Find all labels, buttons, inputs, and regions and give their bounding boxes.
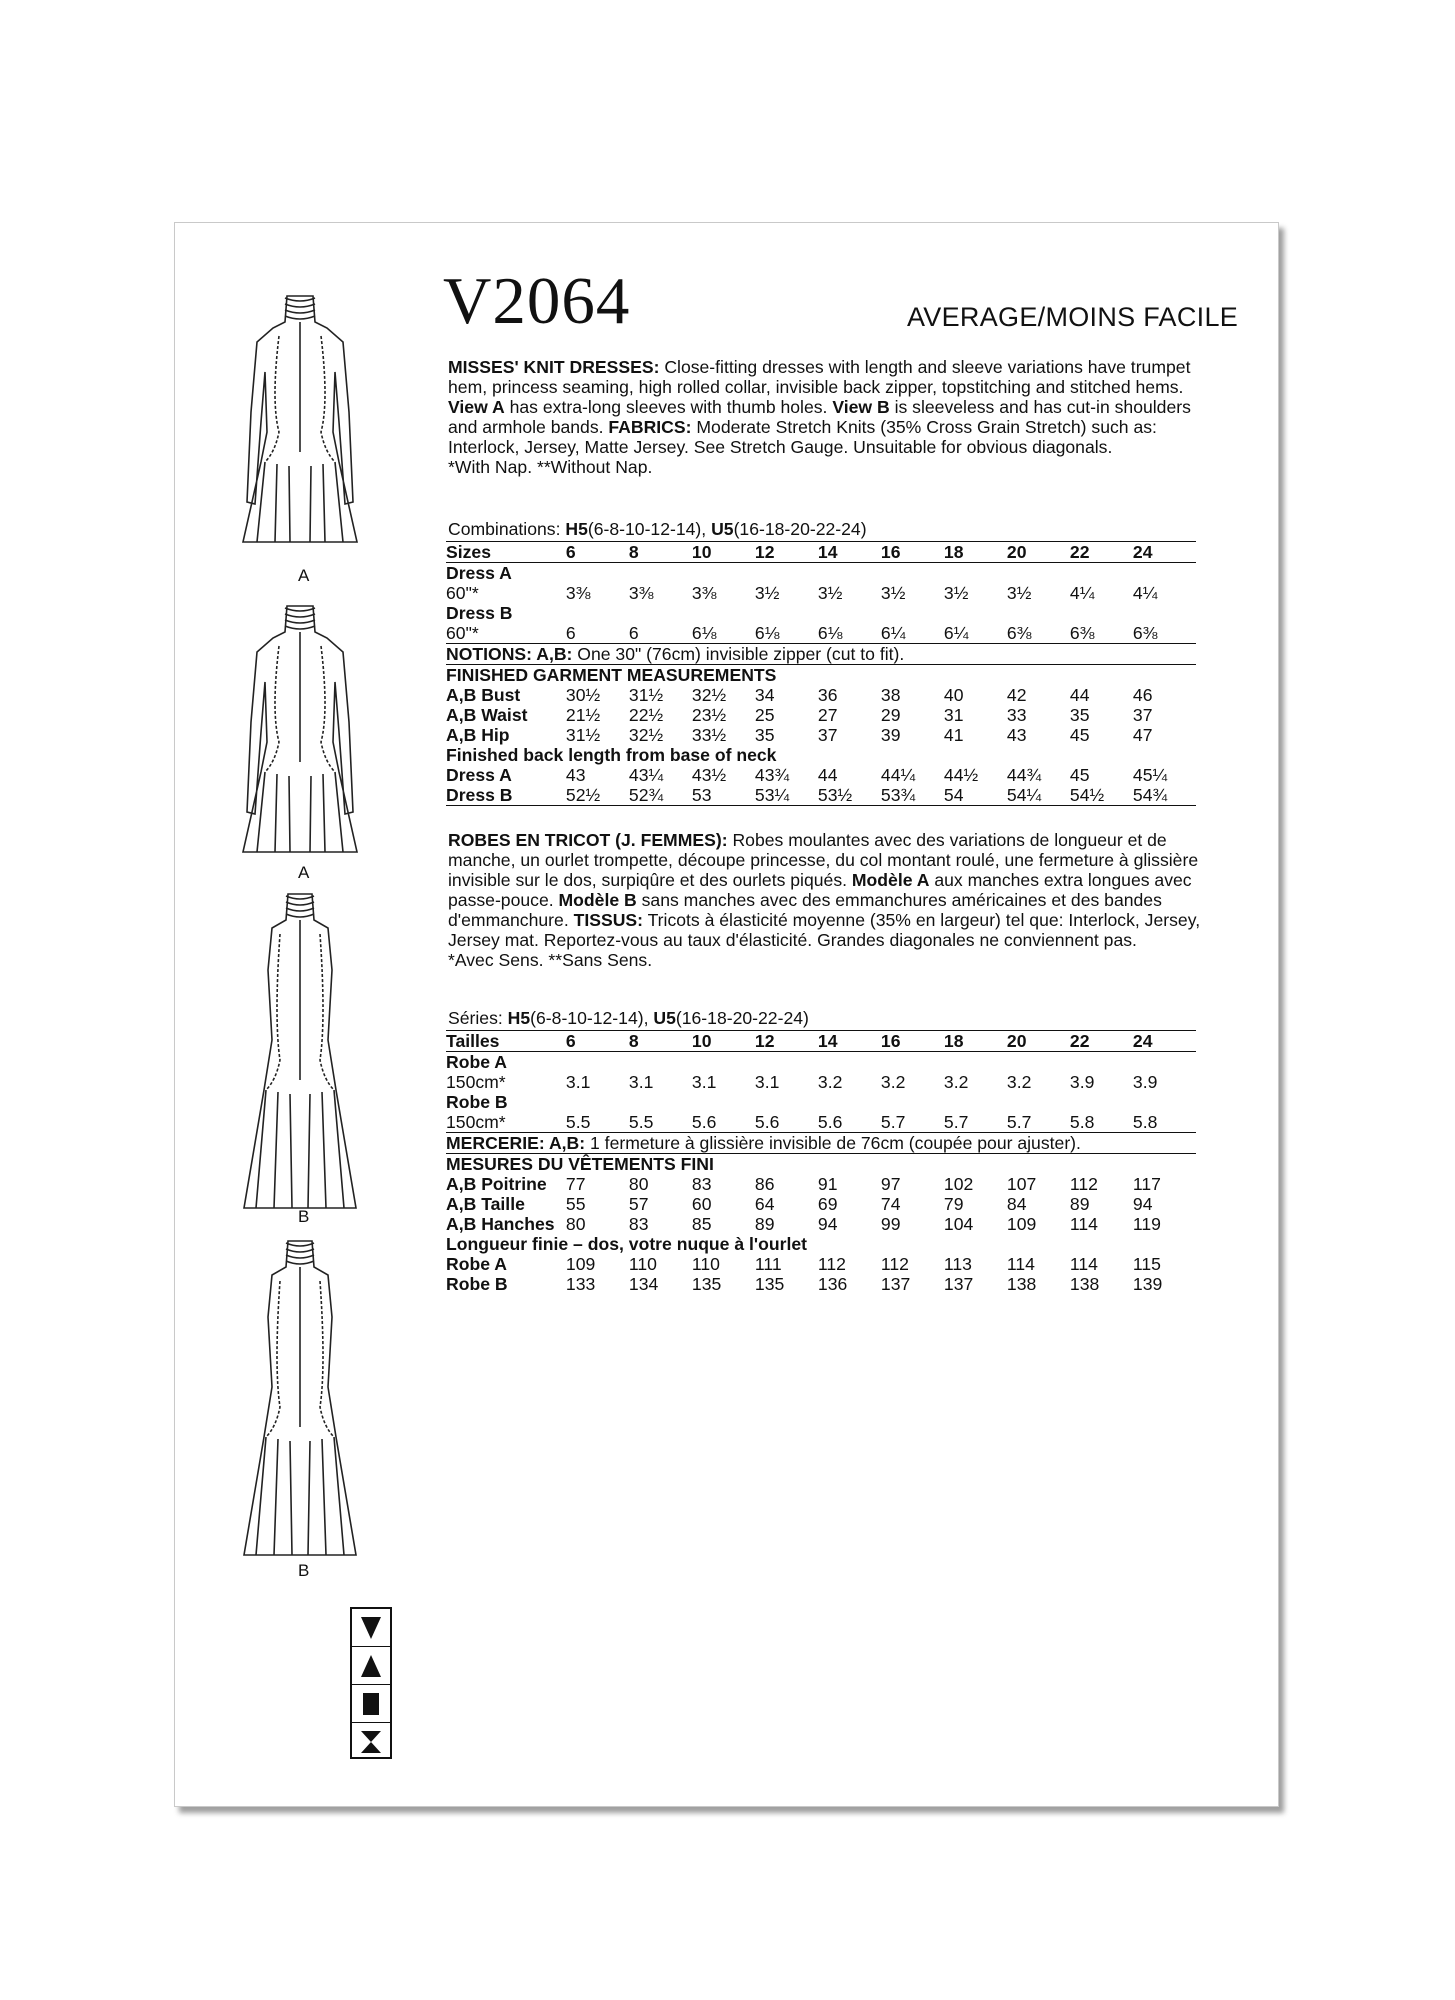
size-cell: 16 xyxy=(881,542,944,563)
size-cell: 24 xyxy=(1133,542,1196,563)
measurement-cell: 37 xyxy=(817,725,838,745)
length-cell: 54½ xyxy=(1070,785,1133,806)
yardage-cell: 6¼ xyxy=(943,623,969,643)
measurement-cell: 30½ xyxy=(565,685,601,705)
measurement-cell: 69 xyxy=(817,1194,838,1214)
yardage-cell: 6 xyxy=(628,623,639,643)
combinations-label: Combinations: xyxy=(448,519,566,539)
length-cell: 43¾ xyxy=(754,765,790,785)
measurement-cell: 80 xyxy=(565,1214,586,1234)
measurement-cell: 57 xyxy=(628,1194,649,1214)
measurement-cell: 31 xyxy=(943,705,964,725)
measurement-cell: 94 xyxy=(1132,1194,1153,1214)
yardage-cell: 5.6 xyxy=(754,1112,780,1132)
measurement-cell: 23½ xyxy=(691,705,727,725)
triangle-down-icon xyxy=(352,1609,390,1647)
measurement-cell: 33 xyxy=(1006,705,1027,725)
measurement-cell: 22½ xyxy=(628,705,664,725)
nap-note: *Avec Sens. **Sans Sens. xyxy=(448,950,653,970)
view-name: Robe A xyxy=(446,1052,507,1072)
series-line xyxy=(448,1008,809,1029)
measurement-label: A,B Bust xyxy=(446,685,521,705)
yardage-cell: 3.9 xyxy=(1132,1072,1158,1092)
size-cell: 6 xyxy=(566,1031,629,1052)
yardage-view-row xyxy=(446,563,1196,584)
measurement-cell: 40 xyxy=(943,685,964,705)
measurement-cell: 102 xyxy=(943,1174,974,1194)
length-cell: 135 xyxy=(691,1274,722,1294)
length-title: Finished back length from base of neck xyxy=(446,745,777,765)
yardage-cell: 6 xyxy=(565,623,576,643)
size-chart-french xyxy=(446,1030,1196,1294)
yardage-cell: 3.2 xyxy=(817,1072,843,1092)
measurement-label: A,B Poitrine xyxy=(446,1174,547,1194)
yardage-cell: 3½ xyxy=(880,583,906,603)
size-chart-english xyxy=(446,541,1196,806)
combinations-label: Séries: xyxy=(448,1008,508,1028)
measurement-label: A,B Hip xyxy=(446,725,510,745)
nap-note: *With Nap. **Without Nap. xyxy=(448,457,653,477)
sleeveless-dress-icon xyxy=(240,890,360,1215)
yardage-cell: 5.6 xyxy=(691,1112,717,1132)
notions-row xyxy=(446,644,1196,665)
size-range-code: H5 xyxy=(507,1008,531,1028)
length-cell: 138 xyxy=(1006,1274,1037,1294)
fabric-width: 60"* xyxy=(446,623,479,643)
length-cell: 138 xyxy=(1069,1274,1100,1294)
size-cell: 10 xyxy=(692,1031,755,1052)
size-cell: 20 xyxy=(1007,542,1070,563)
measurement-cell: 25 xyxy=(754,705,775,725)
length-cell: 44 xyxy=(817,765,838,785)
measurement-cell: 35 xyxy=(1069,705,1090,725)
length-cell: 54¾ xyxy=(1133,785,1196,806)
yardage-cell: 5.6 xyxy=(817,1112,843,1132)
measurement-cell: 41 xyxy=(943,725,964,745)
yardage-cell: 3.1 xyxy=(691,1072,717,1092)
pattern-number: V2064 xyxy=(443,264,631,338)
view-name: Robe B xyxy=(446,1092,508,1112)
measurement-cell: 35 xyxy=(754,725,775,745)
length-cell: 114 xyxy=(1006,1254,1035,1274)
measurement-row xyxy=(446,685,1196,705)
measurement-cell: 74 xyxy=(880,1194,901,1214)
length-cell: 53¾ xyxy=(881,785,944,806)
length-cell: 112 xyxy=(880,1254,909,1274)
measurement-cell: 89 xyxy=(754,1214,775,1234)
measurement-cell: 37 xyxy=(1132,705,1153,725)
length-cell: 52¾ xyxy=(629,785,692,806)
notions-text xyxy=(446,644,1196,665)
length-cell: 44¾ xyxy=(1006,765,1042,785)
length-title-row xyxy=(446,745,1196,765)
yardage-cell: 5.5 xyxy=(628,1112,654,1132)
hourglass-icon xyxy=(352,1723,390,1760)
description-heading: ROBES EN TRICOT (J. FEMMES): xyxy=(448,830,728,850)
fabric-width: 60"* xyxy=(446,583,479,603)
description-paragraph xyxy=(448,830,1218,950)
notions-text xyxy=(446,1133,1196,1154)
yardage-cell: 6⅛ xyxy=(754,623,780,643)
size-cell: 10 xyxy=(692,542,755,563)
yardage-cell: 5.7 xyxy=(1006,1112,1032,1132)
notions-row xyxy=(446,1133,1196,1154)
size-cell: 12 xyxy=(755,542,818,563)
yardage-cell: 5.5 xyxy=(565,1112,591,1132)
sleeved-dress-icon xyxy=(235,292,365,552)
yardage-cell: 3.2 xyxy=(1006,1072,1032,1092)
yardage-view-row xyxy=(446,1052,1196,1073)
size-cell: 18 xyxy=(944,542,1007,563)
notions-label: MERCERIE: A,B: xyxy=(446,1133,586,1153)
yardage-view-row xyxy=(446,603,1196,623)
measurement-cell: 85 xyxy=(691,1214,712,1234)
measurement-cell: 91 xyxy=(817,1174,838,1194)
sizes-header-row xyxy=(446,1031,1196,1052)
combinations-line xyxy=(448,519,867,540)
measurement-cell: 34 xyxy=(754,685,775,705)
sleeved-dress-icon xyxy=(235,602,365,862)
yardage-cell: 5.7 xyxy=(943,1112,969,1132)
sleeveless-dress-icon xyxy=(240,1237,360,1562)
view-name: Dress A xyxy=(446,563,512,583)
length-cell: 134 xyxy=(628,1274,659,1294)
view-label: A xyxy=(298,566,310,585)
measurement-cell: 83 xyxy=(628,1214,649,1234)
view-a-label: Modèle A xyxy=(851,870,930,890)
measurement-row xyxy=(446,1174,1196,1194)
finished-measurements-title: FINISHED GARMENT MEASUREMENTS xyxy=(446,665,1196,686)
yardage-cell: 6⅜ xyxy=(1132,623,1158,643)
length-cell: 43½ xyxy=(691,765,727,785)
measurement-row xyxy=(446,1194,1196,1214)
view-label: A xyxy=(298,863,310,882)
length-cell: 111 xyxy=(754,1254,782,1274)
measurement-cell: 64 xyxy=(754,1194,775,1214)
measurement-label: A,B Hanches xyxy=(446,1214,555,1234)
yardage-cell: 5.7 xyxy=(880,1112,906,1132)
notions-detail: 1 fermeture à glissière invisible de 76cm (coupée pour ajuster). xyxy=(585,1133,1081,1153)
length-label: Dress B xyxy=(446,785,566,806)
pattern-symbols xyxy=(350,1607,392,1759)
size-cell: 12 xyxy=(755,1031,818,1052)
description-french xyxy=(448,830,1218,970)
yardage-cell: 3.1 xyxy=(565,1072,591,1092)
measurement-cell: 104 xyxy=(943,1214,974,1234)
yardage-cell: 6⅜ xyxy=(1069,623,1095,643)
description-heading: MISSES' KNIT DRESSES: xyxy=(448,357,660,377)
description-text: Close-fitting dresses with length and sleeve variations have trumpet hem, princess seaming, high rolled collar, invisible back zipper, topstitching and stitched hems. xyxy=(448,357,1191,397)
measurement-cell: 46 xyxy=(1132,685,1153,705)
finished-measurements-title-row xyxy=(446,665,1196,686)
yardage-cell: 4¼ xyxy=(1132,583,1158,603)
measurement-cell: 27 xyxy=(817,705,838,725)
measurement-cell: 117 xyxy=(1132,1174,1161,1194)
yardage-cell: 3⅜ xyxy=(628,583,654,603)
measurement-cell: 33½ xyxy=(691,725,727,745)
size-range: (16-18-20-22-24) xyxy=(675,1008,809,1028)
length-cell: 110 xyxy=(628,1254,657,1274)
measurement-cell: 112 xyxy=(1069,1174,1098,1194)
measurement-cell: 119 xyxy=(1132,1214,1161,1234)
length-label: Robe B xyxy=(446,1274,508,1294)
measurement-cell: 39 xyxy=(880,725,901,745)
length-row xyxy=(446,765,1196,785)
view-b-label: Modèle B xyxy=(558,890,637,910)
description-text: has extra-long sleeves with thumb holes. xyxy=(504,397,833,417)
length-label: Dress A xyxy=(446,765,512,785)
measurement-cell: 84 xyxy=(1006,1194,1027,1214)
description-text: aux manches extra longues avec passe-pouce. xyxy=(448,870,1192,910)
size-cell: 24 xyxy=(1133,1031,1196,1052)
yardage-cell: 3½ xyxy=(943,583,969,603)
yardage-cell: 6⅛ xyxy=(817,623,843,643)
description-english xyxy=(448,357,1218,477)
measurement-label: A,B Taille xyxy=(446,1194,525,1214)
description-text: Robes moulantes avec des variations de longueur et de manche, un ourlet trompette, découpe princesse, du col montant roulé, une fermeture à glissière invisible sur le dos, surpiqûre et des ourlets piqués. xyxy=(448,830,1199,890)
measurement-cell: 99 xyxy=(880,1214,901,1234)
measurement-row xyxy=(446,1214,1196,1234)
description-text: is sleeveless and has cut-in shoulders and armhole bands. xyxy=(448,397,1191,437)
size-cell: 8 xyxy=(629,542,692,563)
measurement-cell: 86 xyxy=(754,1174,775,1194)
length-cell: 45 xyxy=(1069,765,1090,785)
triangle-up-icon xyxy=(352,1647,390,1685)
size-range-code: H5 xyxy=(565,519,588,539)
measurement-cell: 114 xyxy=(1069,1214,1098,1234)
fabrics-label: TISSUS: xyxy=(573,910,644,930)
yardage-row xyxy=(446,583,1196,603)
measurement-row xyxy=(446,705,1196,725)
size-cell: 22 xyxy=(1070,1031,1133,1052)
length-row xyxy=(446,1254,1196,1274)
notions-label: NOTIONS: A,B: xyxy=(446,644,573,664)
measurement-cell: 94 xyxy=(817,1214,838,1234)
measurement-cell: 38 xyxy=(880,685,901,705)
size-range: (16-18-20-22-24) xyxy=(733,519,867,539)
yardage-view-row xyxy=(446,1092,1196,1112)
view-b-label: View B xyxy=(832,397,890,417)
measurement-cell: 31½ xyxy=(565,725,601,745)
length-cell: 53½ xyxy=(818,785,881,806)
length-cell: 54¼ xyxy=(1007,785,1070,806)
length-cell: 53¼ xyxy=(755,785,818,806)
fabrics-text: Tricots à élasticité moyenne (35% en largeur) tel que: Interlock, Jersey, Jersey mat. Reportez-vous au taux d'élasticité. Grandes diagonales ne conviennent pas. xyxy=(448,910,1201,950)
fabric-width: 150cm* xyxy=(446,1112,506,1132)
length-cell: 137 xyxy=(943,1274,974,1294)
yardage-cell: 3½ xyxy=(1006,583,1032,603)
length-cell: 110 xyxy=(691,1254,720,1274)
size-cell: 14 xyxy=(818,1031,881,1052)
measurement-cell: 32½ xyxy=(628,725,664,745)
yardage-cell: 3½ xyxy=(817,583,843,603)
size-cell: 14 xyxy=(818,542,881,563)
difficulty-level: AVERAGE/MOINS FACILE xyxy=(907,302,1239,332)
yardage-cell: 3⅜ xyxy=(565,583,591,603)
length-cell: 135 xyxy=(754,1274,785,1294)
measurement-cell: 32½ xyxy=(691,685,727,705)
length-cell: 44¼ xyxy=(880,765,916,785)
length-cell: 43¼ xyxy=(628,765,664,785)
fabrics-text: Moderate Stretch Knits (35% Cross Grain Stretch) such as: Interlock, Jersey, Matte Jersey. See Stretch Gauge. Unsuitable for obvious diagonals. xyxy=(448,417,1157,457)
size-cell: 22 xyxy=(1070,542,1133,563)
sizes-label: Sizes xyxy=(446,542,566,563)
length-cell: 43 xyxy=(565,765,586,785)
measurement-cell: 60 xyxy=(691,1194,712,1214)
length-cell: 53 xyxy=(692,785,755,806)
size-cell: 16 xyxy=(881,1031,944,1052)
measurement-cell: 45 xyxy=(1069,725,1090,745)
yardage-cell: 3.1 xyxy=(628,1072,654,1092)
notions-detail: One 30" (76cm) invisible zipper (cut to fit). xyxy=(572,644,905,664)
length-cell: 109 xyxy=(565,1254,596,1274)
finished-measurements-title-row xyxy=(446,1154,1196,1175)
length-cell: 112 xyxy=(817,1254,846,1274)
sizes-label: Tailles xyxy=(446,1031,566,1052)
measurement-label: A,B Waist xyxy=(446,705,528,725)
length-cell: 114 xyxy=(1069,1254,1098,1274)
sizes-header-row xyxy=(446,542,1196,563)
length-cell: 44½ xyxy=(943,765,979,785)
length-cell: 136 xyxy=(817,1274,848,1294)
yardage-cell: 5.8 xyxy=(1069,1112,1095,1132)
finished-measurements-title: MESURES DU VÊTEMENTS FINI xyxy=(446,1154,1196,1175)
measurement-cell: 42 xyxy=(1006,685,1027,705)
size-range: (6-8-10-12-14), xyxy=(530,1008,654,1028)
view-name: Dress B xyxy=(446,603,513,623)
measurement-cell: 47 xyxy=(1132,725,1153,745)
size-cell: 8 xyxy=(629,1031,692,1052)
fabric-width: 150cm* xyxy=(446,1072,506,1092)
square-icon xyxy=(352,1685,390,1723)
length-cell: 54 xyxy=(944,785,1007,806)
yardage-cell: 5.8 xyxy=(1132,1112,1158,1132)
length-cell: 45¼ xyxy=(1132,765,1168,785)
measurement-cell: 79 xyxy=(943,1194,964,1214)
length-cell: 52½ xyxy=(566,785,629,806)
measurement-cell: 43 xyxy=(1006,725,1027,745)
size-cell: 18 xyxy=(944,1031,1007,1052)
measurement-cell: 29 xyxy=(880,705,901,725)
length-title: Longueur finie – dos, votre nuque à l'ourlet xyxy=(446,1234,807,1254)
yardage-cell: 3.2 xyxy=(943,1072,969,1092)
yardage-row xyxy=(446,623,1196,644)
yardage-row xyxy=(446,1072,1196,1092)
yardage-row xyxy=(446,1112,1196,1133)
yardage-cell: 3.9 xyxy=(1069,1072,1095,1092)
measurement-cell: 109 xyxy=(1006,1214,1037,1234)
view-a-label: View A xyxy=(448,397,505,417)
yardage-cell: 3.2 xyxy=(880,1072,906,1092)
view-label: B xyxy=(298,1207,310,1226)
length-cell: 115 xyxy=(1132,1254,1161,1274)
yardage-cell: 4¼ xyxy=(1069,583,1095,603)
measurement-row xyxy=(446,725,1196,745)
size-cell: 6 xyxy=(566,542,629,563)
length-row xyxy=(446,1274,1196,1294)
measurement-cell: 80 xyxy=(628,1174,649,1194)
description-paragraph xyxy=(448,357,1218,457)
view-label: B xyxy=(298,1561,310,1580)
length-title-row xyxy=(446,1234,1196,1254)
length-cell: 133 xyxy=(565,1274,596,1294)
yardage-cell: 3⅜ xyxy=(691,583,717,603)
measurement-cell: 44 xyxy=(1069,685,1090,705)
measurement-cell: 97 xyxy=(880,1174,901,1194)
measurement-cell: 83 xyxy=(691,1174,712,1194)
measurement-cell: 31½ xyxy=(628,685,664,705)
size-range: (6-8-10-12-14), xyxy=(587,519,712,539)
length-cell: 137 xyxy=(880,1274,911,1294)
yardage-cell: 3½ xyxy=(754,583,780,603)
yardage-cell: 6⅜ xyxy=(1006,623,1032,643)
description-text: sans manches avec des emmanchures américaines et des bandes d'emmanchure. xyxy=(448,890,1162,930)
measurement-cell: 77 xyxy=(565,1174,586,1194)
length-row xyxy=(446,785,1196,806)
fabrics-label: FABRICS: xyxy=(608,417,692,437)
measurement-cell: 21½ xyxy=(565,705,601,725)
size-cell: 20 xyxy=(1007,1031,1070,1052)
length-cell: 113 xyxy=(943,1254,972,1274)
yardage-cell: 6¼ xyxy=(880,623,906,643)
size-range-code: U5 xyxy=(653,1008,676,1028)
yardage-cell: 3.1 xyxy=(754,1072,780,1092)
length-label: Robe A xyxy=(446,1254,507,1274)
measurement-cell: 55 xyxy=(565,1194,586,1214)
measurement-cell: 36 xyxy=(817,685,838,705)
measurement-cell: 89 xyxy=(1069,1194,1090,1214)
size-range-code: U5 xyxy=(711,519,734,539)
length-cell: 139 xyxy=(1132,1274,1163,1294)
yardage-cell: 6⅛ xyxy=(691,623,717,643)
measurement-cell: 107 xyxy=(1006,1174,1037,1194)
